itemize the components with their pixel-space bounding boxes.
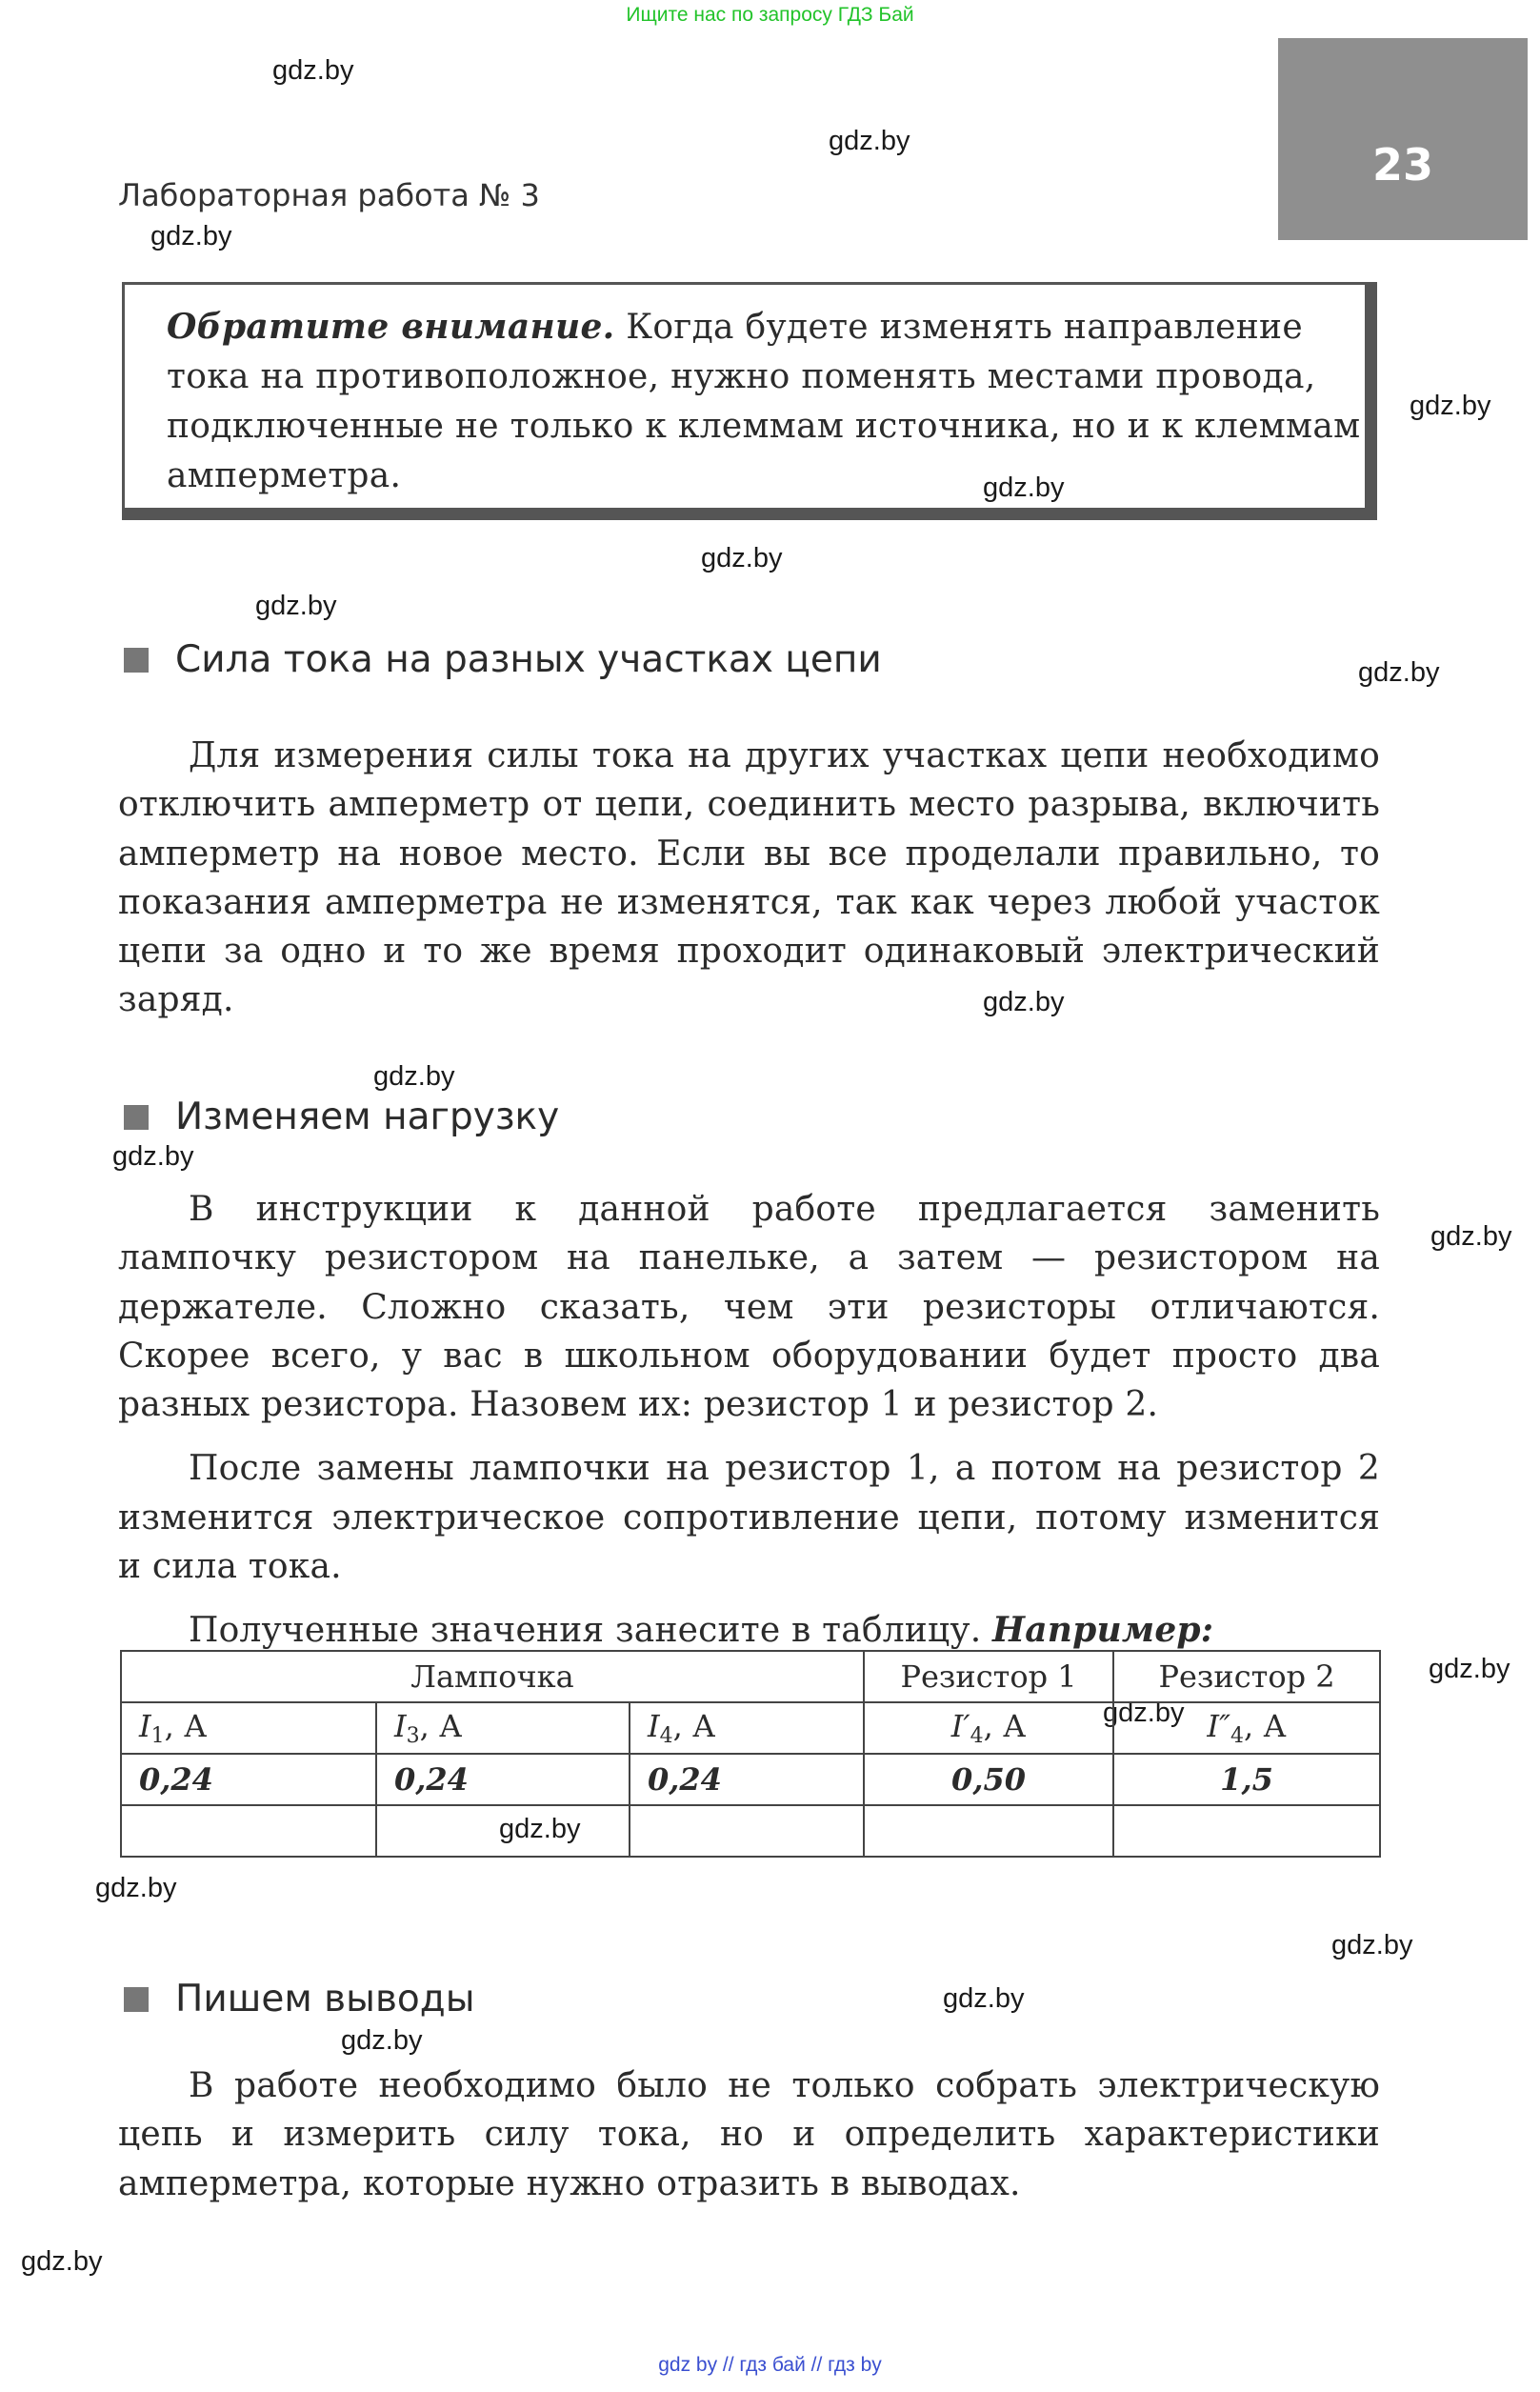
paragraph: Для измерения силы тока на других участках цепи необходимо отключить амперметр от цепи, соединить место разрыва, включить амперметр на новое место. Если вы все проделали правильно, то показания амперметра не изменятся, так как через любой участок цепи за одно и то же время проходит одинаковый электрический заряд. [118, 736, 1380, 1020]
watermark: gdz.by [1429, 1654, 1510, 1684]
watermark: gdz.by [112, 1141, 194, 1172]
watermark: gdz.by [1331, 1930, 1413, 1960]
bullet-square-icon [124, 1105, 149, 1130]
table-group-header: Резистор 1 [864, 1651, 1113, 1702]
table-column-header: $I_1$, А [121, 1702, 376, 1754]
table-row [121, 1805, 1380, 1857]
table-intro [118, 1606, 1380, 1655]
table-cell: 0,24 [376, 1754, 630, 1805]
table-column-header: $I_3$, А [376, 1702, 630, 1754]
paragraph: В инструкции к данной работе предлагается заменить лампочку резистором на панельке, а затем — резистором на держателе. Сложно сказать, чем эти резисторы отличаются. Скорее всего, у вас в школьном оборудовании будет просто два разных резистора. Назовем их: резистор 1 и резистор 2. [118, 1190, 1380, 1425]
table-intro-text: Полученные значения занесите в таблицу. [189, 1611, 982, 1651]
table-group-header: Резистор 2 [1113, 1651, 1380, 1702]
notice-box [122, 282, 1377, 520]
watermark: gdz.by [272, 55, 354, 86]
section-body [118, 732, 1380, 1025]
table-group-header-row [121, 1651, 1380, 1702]
table-cell [376, 1805, 630, 1857]
table-cell [864, 1805, 1113, 1857]
watermark: gdz.by [21, 2246, 103, 2277]
section-body [118, 2061, 1380, 2208]
table-group-header: Лампочка [121, 1651, 864, 1702]
watermark: gdz.by [701, 543, 783, 573]
table-column-header: $I''_4$, А [1113, 1702, 1380, 1754]
section-title: Изменяем нагрузку [175, 1095, 560, 1138]
watermark: gdz.by [829, 126, 910, 156]
table-intro-example: Например: [992, 1610, 1214, 1651]
table-cell: 0,50 [864, 1754, 1113, 1805]
notice-text: Когда будете изменять направление тока на противоположное, нужно поменять местами провода, подключенные не только к клеммам источника, но и к клеммам амперметра. [167, 308, 1361, 495]
watermark: gdz.by [373, 1061, 455, 1092]
section-title: Сила тока на разных участках цепи [175, 638, 882, 681]
page-number: 23 [1371, 139, 1433, 191]
table-cell: 1,5 [1113, 1754, 1380, 1805]
table-cell [630, 1805, 864, 1857]
paragraph: После замены лампочки на резистор 1, а потом на резистор 2 изменится электрическое сопротивление цепи, потому изменится и сила тока. [118, 1449, 1380, 1587]
section-heading [124, 1978, 475, 2020]
table-column-header-row [121, 1702, 1380, 1754]
watermark: gdz.by [1358, 657, 1440, 688]
watermark: gdz.by [983, 987, 1065, 1017]
table-column-header: $I'_4$, А [864, 1702, 1113, 1754]
section-title: Пишем выводы [175, 1978, 475, 2020]
watermark: gdz.by [341, 2025, 423, 2056]
bottom-banner-link[interactable]: gdz by // гдз бай // гдз by [658, 2354, 882, 2376]
notice-lead: Обратите внимание. [167, 307, 615, 347]
watermark: gdz.by [1430, 1221, 1512, 1252]
running-head: Лабораторная работа № 3 [118, 177, 540, 213]
watermark: gdz.by [150, 221, 232, 251]
watermark: gdz.by [95, 1873, 177, 1903]
watermark: gdz.by [1103, 1698, 1185, 1728]
table-cell: 0,24 [121, 1754, 376, 1805]
watermark: gdz.by [255, 591, 337, 621]
section-body [118, 1185, 1380, 1656]
results-table [120, 1650, 1381, 1858]
bullet-square-icon [124, 1987, 149, 2012]
table-cell: 0,24 [630, 1754, 864, 1805]
table-cell [1113, 1805, 1380, 1857]
section-heading [124, 638, 882, 681]
paragraph: В работе необходимо было не только собрать электрическую цепь и измерить силу тока, но и определить характеристики амперметра, которые нужно отразить в выводах. [118, 2066, 1380, 2203]
watermark: gdz.by [499, 1814, 581, 1844]
section-heading [124, 1095, 559, 1138]
table-column-header: $I_4$, А [630, 1702, 864, 1754]
bullet-square-icon [124, 648, 149, 673]
watermark: gdz.by [1410, 391, 1491, 421]
table-row [121, 1754, 1380, 1805]
top-banner-link[interactable]: Ищите нас по запросу ГДЗ Бай [626, 4, 914, 26]
table-cell [121, 1805, 376, 1857]
watermark: gdz.by [983, 472, 1065, 503]
watermark: gdz.by [943, 1983, 1025, 2014]
